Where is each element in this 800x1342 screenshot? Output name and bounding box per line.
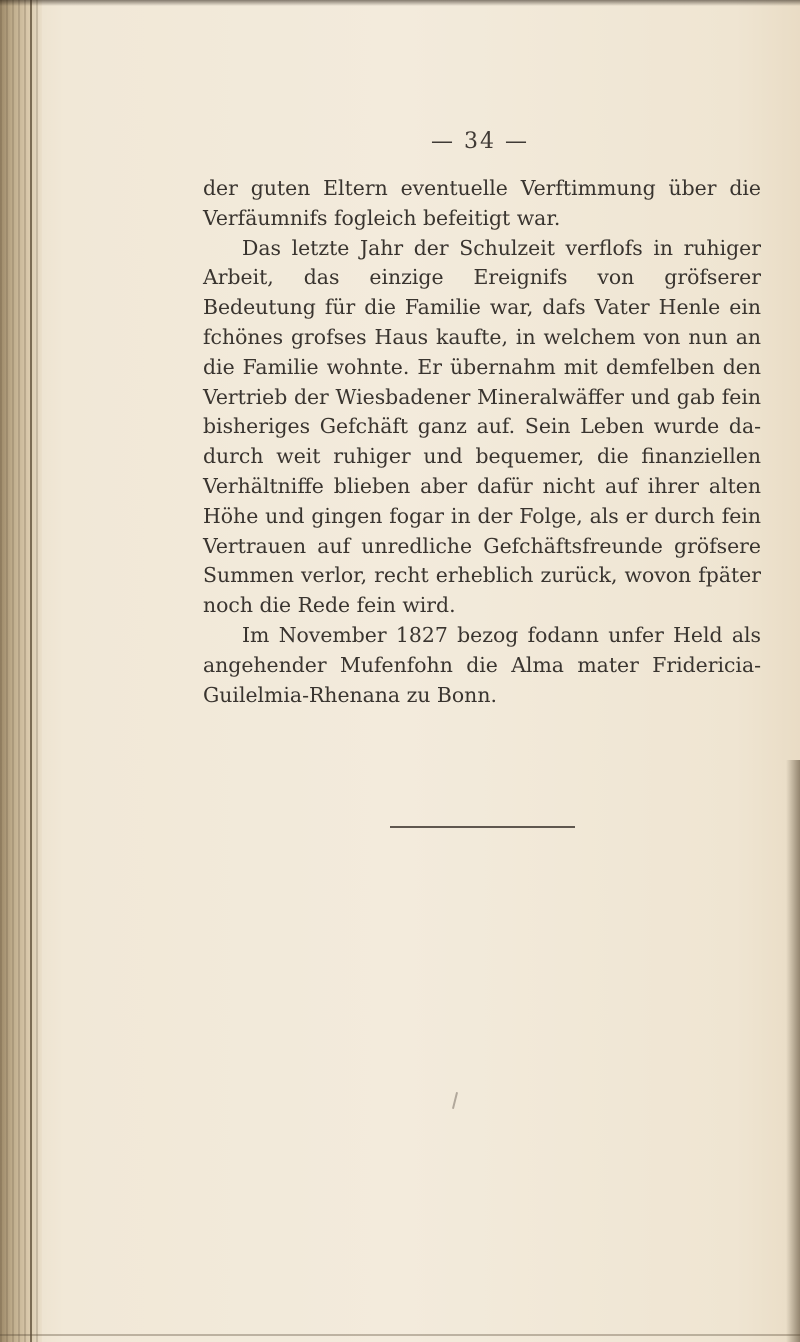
paragraph-continuation: der guten Eltern eventuelle Verftimmung über die Verfäumnifs fogleich befeitigt war. [203,176,761,230]
page-number: — 34 — [431,129,529,154]
top-page-edge [0,0,800,6]
paper-speck [452,1092,458,1109]
paragraph-school-year: Das letzte Jahr der Schulzeit verflofs in ruhiger Arbeit, das einzige Ereignifs von gröfserer Bedeutung für die Familie war, dafs Vater Henle ein fchönes grofses Haus kaufte, in welchem von nun an die Familie wohnte. Er übernahm mit demfelben den Vertrieb der Wiesbadener Mineralwäffer und gab fein bisheriges Gefchäft ganz auf. Sein Leben wurde da- durch weit ruhiger und bequemer, die finanziellen Verhältniffe blieben aber dafür nicht auf ihrer alten Höhe und gingen fogar in der Folge, als er durch fein Vertrauen auf unredliche Gefchäftsfreunde gröfsere Summen verlor, recht erheblich zurück, wovon fpäter noch die Rede fein wird. [203,235,761,618]
gutter-edge-line [30,0,32,1342]
body-text [203,174,761,710]
binding-gutter [0,0,42,1342]
bottom-page-edge [0,1334,800,1336]
paragraph-bonn-enrollment: Im November 1827 bezog fodann unfer Held als angehender Mufenfohn die Alma mater Fridericia- Guilelmia-Rhenana zu Bonn. [203,622,761,707]
section-rule [390,826,575,828]
right-page-shadow [786,760,800,1342]
